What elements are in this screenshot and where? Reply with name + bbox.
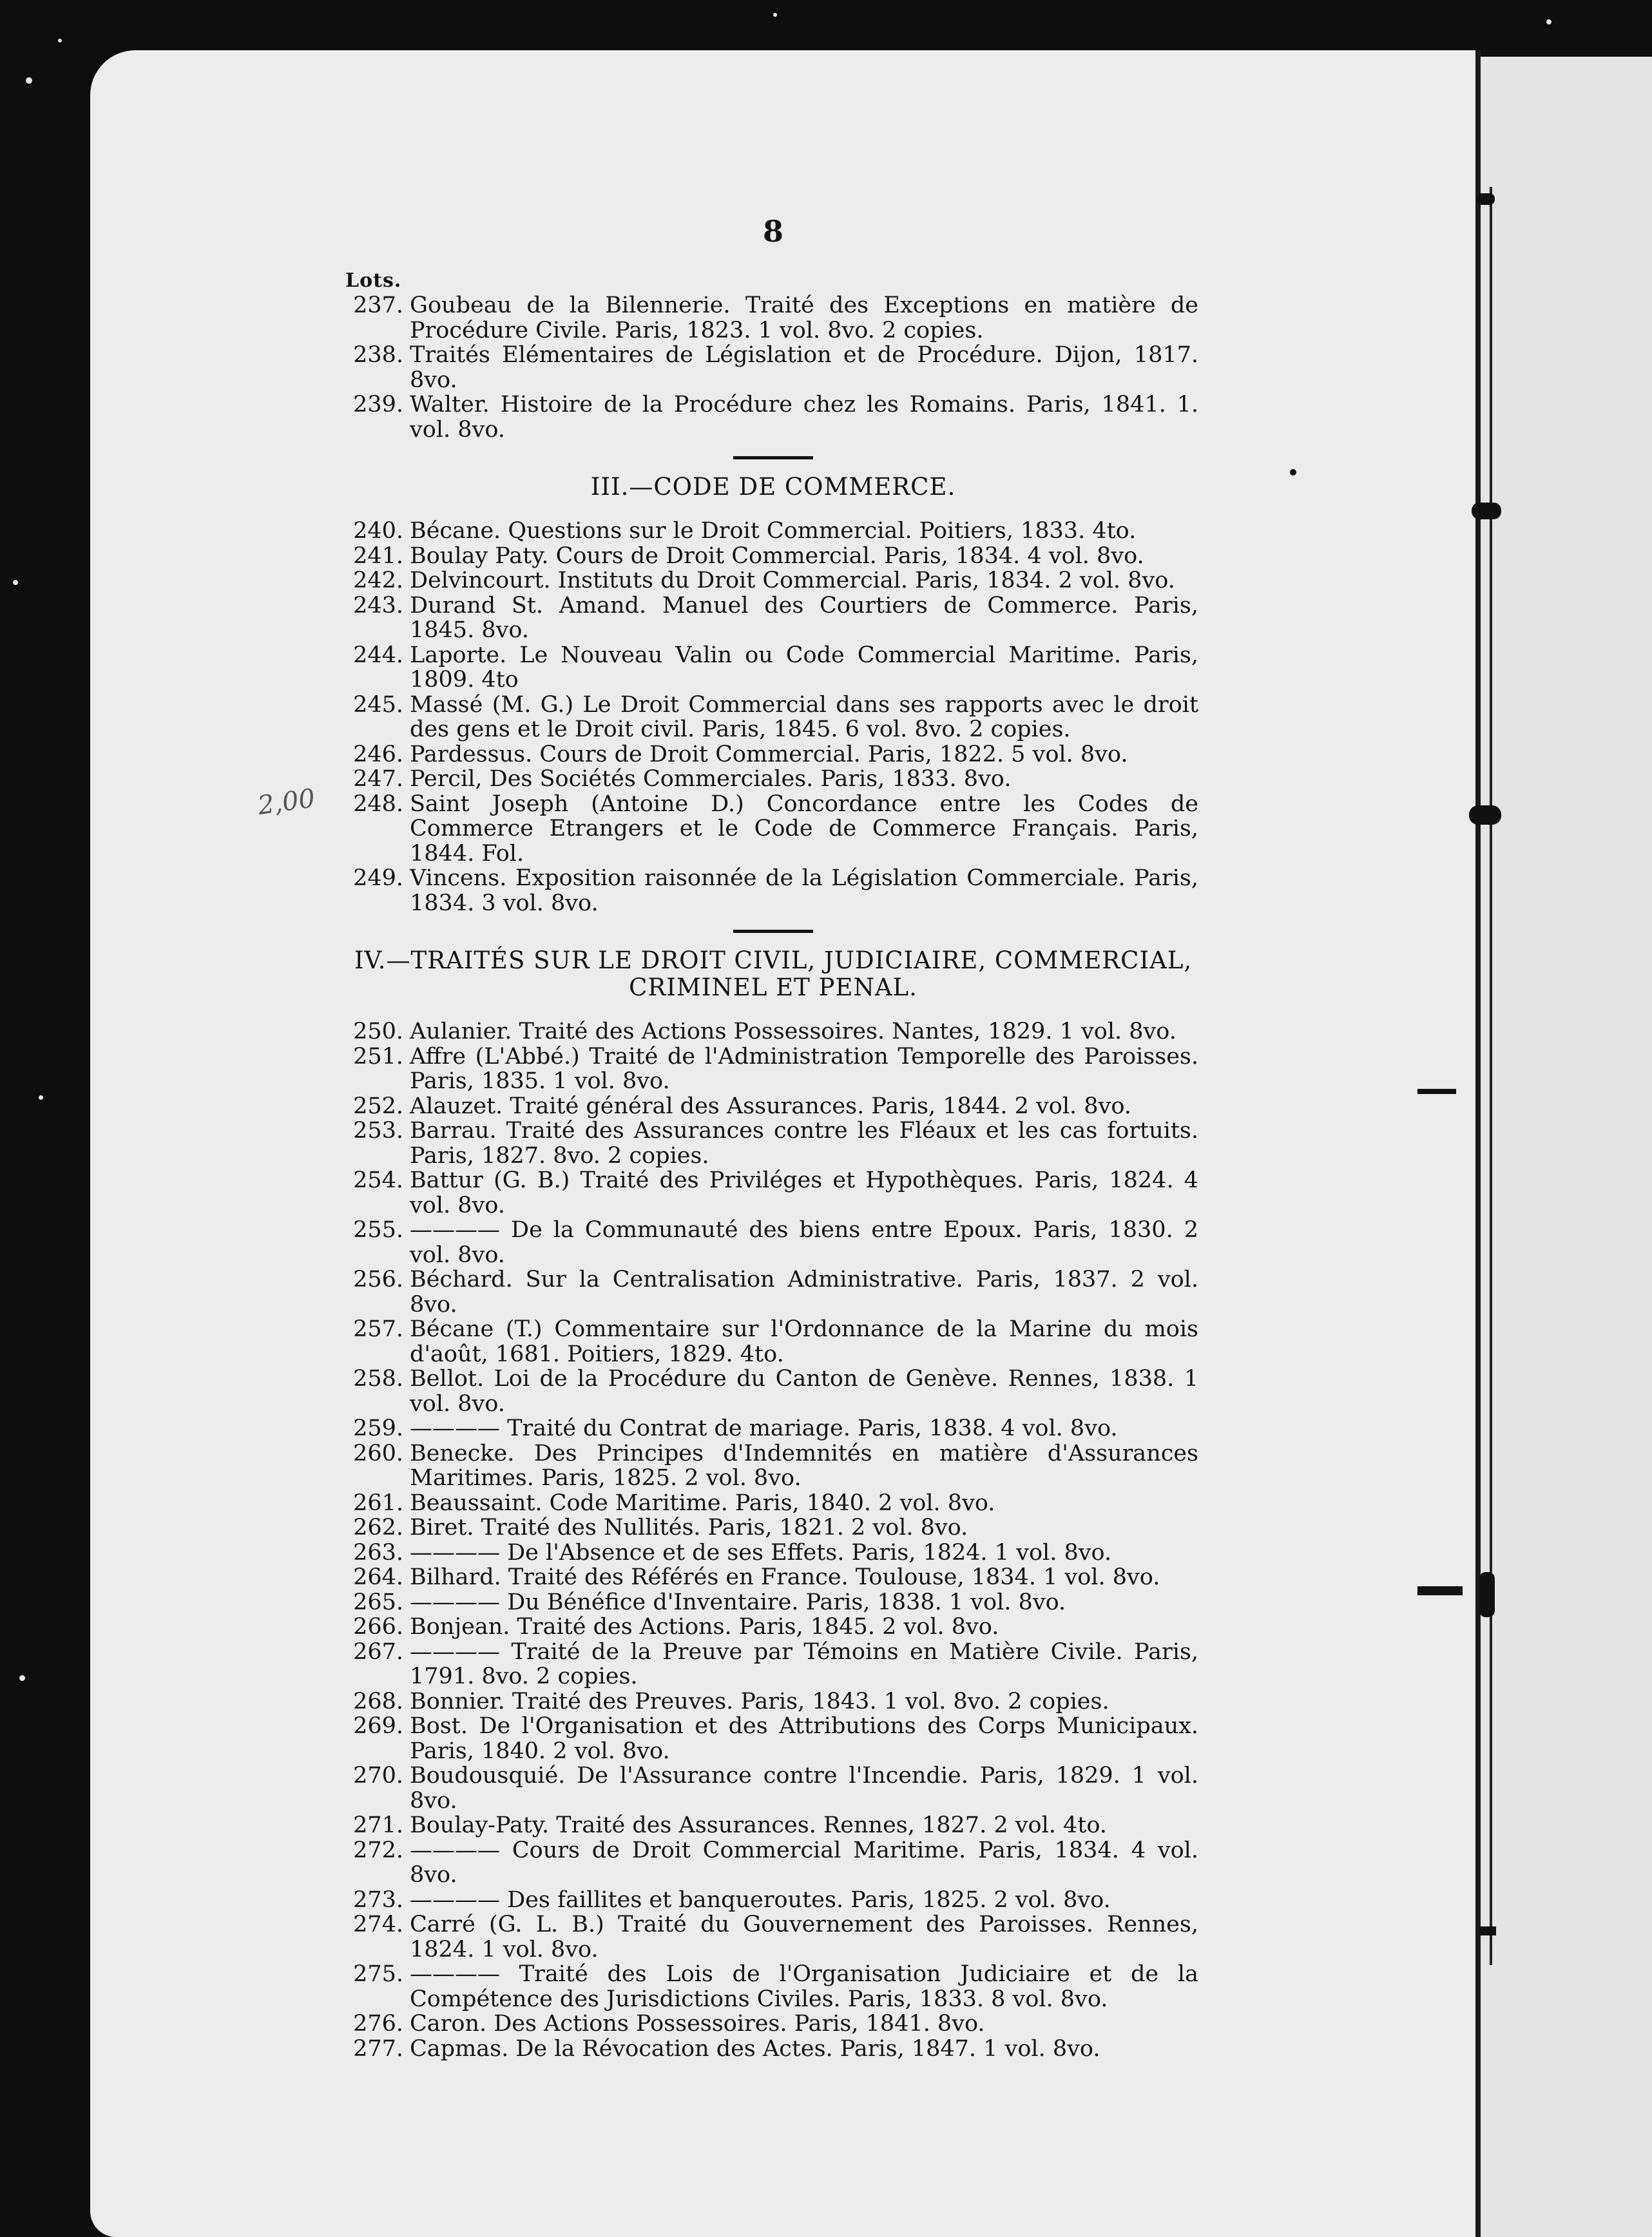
lot-number: 277. (353, 2035, 403, 2062)
lot-description: Beaussaint. Code Maritime. Paris, 1840. 2 vol. 8vo. (410, 1490, 995, 1516)
lot-description: ———— Cours de Droit Commercial Maritime. Paris, 1834. 4 vol. 8vo. (410, 1837, 1198, 1888)
lot-entry (348, 1416, 1198, 1441)
binding-mark (1417, 1089, 1456, 1094)
lot-entry (348, 1763, 1198, 1813)
lot-number: 275. (353, 1961, 403, 1987)
lot-entry (348, 1565, 1198, 1590)
lot-entry (348, 568, 1198, 593)
lot-description: Bilhard. Traité des Référés en France. Toulouse, 1834. 1 vol. 8vo. (410, 1564, 1160, 1590)
lot-entry (348, 1094, 1198, 1119)
lot-number: 238. (353, 342, 403, 368)
lot-entry (348, 1168, 1198, 1218)
lot-entry (348, 2011, 1198, 2037)
lot-entry (348, 1640, 1198, 1689)
handwritten-margin-note: 2,00 (256, 783, 317, 821)
lot-description: Goubeau de la Bilennerie. Traité des Exceptions en matière de Procédure Civile. Paris, 1823. 1 vol. 8vo. 2 copies. (410, 293, 1198, 343)
scan-speck (13, 580, 18, 585)
lot-description: Benecke. Des Principes d'Indemnités en matière d'Assurances Maritimes. Paris, 1825. 2 vol. 8vo. (410, 1440, 1198, 1491)
lot-entry (348, 767, 1198, 792)
lot-entry (348, 866, 1198, 916)
section-divider (733, 456, 813, 459)
scan-speck (26, 77, 32, 84)
section-heading-traites (348, 947, 1198, 1001)
lot-description: ———— Traité des Lois de l'Organisation Judiciaire et de la Compétence des Jurisdictions Civiles. Paris, 1833. 8 vol. 8vo. (410, 1961, 1198, 2012)
scan-speck (39, 1095, 43, 1100)
lot-number: 246. (353, 741, 403, 767)
lot-number: 265. (353, 1589, 403, 1615)
section-heading-line: CRIMINEL ET PENAL. (629, 974, 917, 1001)
binding-mark (1479, 1926, 1496, 1935)
binding-mark (1479, 1572, 1495, 1617)
lot-description: Saint Joseph (Antoine D.) Concordance entre les Codes de Commerce Etrangers et le Code de Commerce Français. Paris, 1844. Fol. (410, 791, 1198, 867)
lot-number: 256. (353, 1267, 403, 1292)
lot-entry (348, 1813, 1198, 1838)
lot-number: 255. (353, 1217, 403, 1243)
lot-entry (348, 2037, 1198, 2062)
lot-description: Capmas. De la Révocation des Actes. Paris, 1847. 1 vol. 8vo. (410, 2035, 1100, 2062)
lot-number: 271. (353, 1812, 403, 1838)
lot-entry (348, 1838, 1198, 1888)
lot-number: 245. (353, 691, 403, 718)
lot-entry (348, 1590, 1198, 1615)
lot-number: 243. (353, 592, 403, 619)
lot-description: Biret. Traité des Nullités. Paris, 1821. 2 vol. 8vo. (410, 1515, 968, 1541)
lot-number: 251. (353, 1043, 403, 1070)
lot-entry (348, 1367, 1198, 1416)
lot-number: 241. (353, 542, 403, 569)
scan-speck (773, 13, 777, 17)
lot-entry (348, 519, 1198, 544)
lot-number: 247. (353, 766, 403, 792)
lot-number: 252. (353, 1093, 403, 1119)
lot-description: ———— Du Bénéfice d'Inventaire. Paris, 1838. 1 vol. 8vo. (410, 1589, 1066, 1615)
lots-label: Lots. (345, 269, 402, 292)
lot-description: ———— De l'Absence et de ses Effets. Paris, 1824. 1 vol. 8vo. (410, 1539, 1112, 1566)
page-number: 8 (762, 214, 783, 249)
section-heading-line: IV.—TRAITÉS SUR LE DROIT CIVIL, JUDICIAIRE, COMMERCIAL, (354, 946, 1193, 974)
lot-entry (348, 1118, 1198, 1168)
lot-entry (348, 1218, 1198, 1267)
binding-mark (1417, 1586, 1463, 1595)
lot-description: Bécane. Questions sur le Droit Commercial. Poitiers, 1833. 4to. (410, 518, 1137, 544)
lot-entry (348, 1689, 1198, 1714)
lot-entry (348, 1491, 1198, 1516)
lot-description: Aulanier. Traité des Actions Possessoires. Nantes, 1829. 1 vol. 8vo. (410, 1019, 1177, 1044)
lot-number: 272. (353, 1837, 403, 1863)
page-gutter (1475, 50, 1481, 2237)
lot-description: Durand St. Amand. Manuel des Courtiers de Commerce. Paris, 1845. 8vo. (410, 592, 1198, 643)
lot-description: Boulay-Paty. Traité des Assurances. Rennes, 1827. 2 vol. 4to. (410, 1812, 1107, 1838)
lot-entry (348, 544, 1198, 569)
lot-number: 253. (353, 1118, 403, 1144)
lot-number: 254. (353, 1167, 403, 1193)
lot-number: 259. (353, 1416, 403, 1441)
lot-number: 258. (353, 1366, 403, 1392)
lot-entry (348, 1044, 1198, 1094)
lot-description: Walter. Histoire de la Procédure chez les Romains. Paris, 1841. 1. vol. 8vo. (410, 392, 1198, 443)
lot-description: Caron. Des Actions Possessoires. Paris, 1841. 8vo. (410, 2011, 985, 2037)
lot-entry (348, 1714, 1198, 1763)
binding-line (1490, 187, 1492, 1965)
ink-dot (1290, 469, 1296, 475)
lot-number: 249. (353, 865, 403, 891)
lot-list-procedure (348, 293, 1198, 442)
lot-entry (348, 643, 1198, 693)
lot-number: 261. (353, 1490, 403, 1516)
lot-description: Bellot. Loi de la Procédure du Canton de Genève. Rennes, 1838. 1 vol. 8vo. (410, 1366, 1198, 1417)
scan-speck (58, 39, 62, 43)
lot-number: 266. (353, 1614, 403, 1640)
lot-entry (348, 693, 1198, 742)
lot-number: 270. (353, 1763, 403, 1789)
lot-number: 274. (353, 1912, 403, 1937)
lot-entry (348, 1019, 1198, 1044)
lot-description: Carré (G. L. B.) Traité du Gouvernement des Paroisses. Rennes, 1824. 1 vol. 8vo. (410, 1912, 1198, 1963)
lot-description: Boulay Paty. Cours de Droit Commercial. Paris, 1834. 4 vol. 8vo. (410, 542, 1144, 569)
lot-description: Barrau. Traité des Assurances contre les Fléaux et les cas fortuits. Paris, 1827. 8vo. 2 copies. (410, 1118, 1198, 1169)
lot-description: Alauzet. Traité général des Assurances. Paris, 1844. 2 vol. 8vo. (410, 1093, 1131, 1119)
lot-description: Percil, Des Sociétés Commerciales. Paris, 1833. 8vo. (410, 766, 1012, 792)
lot-list-traites (348, 1019, 1198, 2061)
lot-description: Vincens. Exposition raisonnée de la Législation Commerciale. Paris, 1834. 3 vol. 8vo. (410, 865, 1198, 916)
lot-description: ———— De la Communauté des biens entre Epoux. Paris, 1830. 2 vol. 8vo. (410, 1217, 1198, 1268)
section-divider (733, 930, 813, 933)
lot-number: 268. (353, 1688, 403, 1714)
lot-number: 276. (353, 2011, 403, 2037)
lot-number: 239. (353, 392, 403, 418)
lot-description: Bécane (T.) Commentaire sur l'Ordonnance de la Marine du mois d'août, 1681. Poitiers, 1829. 4to. (410, 1316, 1198, 1367)
lot-description: Boudousquié. De l'Assurance contre l'Incendie. Paris, 1829. 1 vol. 8vo. (410, 1763, 1198, 1814)
lot-list-commerce (348, 519, 1198, 916)
section-heading-code-de-commerce: III.—CODE DE COMMERCE. (590, 473, 956, 501)
lot-entry (348, 1441, 1198, 1491)
lot-description: Bost. De l'Organisation et des Attributions des Corps Municipaux. Paris, 1840. 2 vol. 8vo. (410, 1713, 1198, 1764)
binding-mark (1477, 193, 1495, 205)
lot-entry (348, 792, 1198, 867)
lot-number: 269. (353, 1713, 403, 1739)
lot-number: 267. (353, 1638, 403, 1665)
lot-number: 273. (353, 1887, 403, 1913)
scan-speck (19, 1675, 25, 1681)
lot-description: Pardessus. Cours de Droit Commercial. Paris, 1822. 5 vol. 8vo. (410, 741, 1128, 767)
lot-number: 237. (353, 293, 403, 318)
lot-entry (348, 343, 1198, 392)
lot-description: Bonnier. Traité des Preuves. Paris, 1843. 1 vol. 8vo. 2 copies. (410, 1688, 1109, 1714)
lot-entry (348, 593, 1198, 643)
lot-description: Laporte. Le Nouveau Valin ou Code Commercial Maritime. Paris, 1809. 4to (410, 642, 1198, 693)
lot-description: Bonjean. Traité des Actions. Paris, 1845. 2 vol. 8vo. (410, 1614, 999, 1640)
binding-mark (1472, 503, 1501, 519)
lot-description: Béchard. Sur la Centralisation Administrative. Paris, 1837. 2 vol. 8vo. (410, 1267, 1198, 1318)
lot-description: Affre (L'Abbé.) Traité de l'Administration Temporelle des Paroisses. Paris, 1835. 1 vol. 8vo. (410, 1043, 1198, 1094)
lot-entry (348, 1317, 1198, 1367)
lot-number: 262. (353, 1515, 403, 1541)
lot-entry (348, 1515, 1198, 1541)
lot-entry (348, 1267, 1198, 1317)
lot-description: ———— Traité de la Preuve par Témoins en Matière Civile. Paris, 1791. 8vo. 2 copies. (410, 1638, 1198, 1689)
lot-description: Battur (G. B.) Traité des Priviléges et Hypothèques. Paris, 1824. 4 vol. 8vo. (410, 1167, 1198, 1218)
lot-entry (348, 1615, 1198, 1640)
lot-description: Delvincourt. Instituts du Droit Commercial. Paris, 1834. 2 vol. 8vo. (410, 568, 1175, 593)
binding-mark (1469, 805, 1501, 825)
lot-entry (348, 1541, 1198, 1566)
lot-description: Massé (M. G.) Le Droit Commercial dans ses rapports avec le droit des gens et le Droit civil. Paris, 1845. 6 vol. 8vo. 2 copies. (410, 691, 1198, 742)
lot-entry (348, 1888, 1198, 1913)
lot-entry (348, 742, 1198, 767)
right-page-edge (1479, 57, 1652, 2237)
lot-number: 264. (353, 1564, 403, 1590)
lot-entry (348, 1912, 1198, 1962)
lot-description: Traités Elémentaires de Législation et de Procédure. Dijon, 1817. 8vo. (410, 342, 1198, 393)
lot-number: 248. (353, 791, 403, 817)
lot-entry (348, 293, 1198, 343)
lot-entry (348, 1962, 1198, 2011)
lot-description: ———— Des faillites et banqueroutes. Paris, 1825. 2 vol. 8vo. (410, 1887, 1111, 1913)
lot-number: 260. (353, 1440, 403, 1466)
lot-description: ———— Traité du Contrat de mariage. Paris, 1838. 4 vol. 8vo. (410, 1416, 1118, 1441)
lot-entry (348, 392, 1198, 442)
lot-number: 240. (353, 518, 403, 544)
lot-number: 250. (353, 1019, 403, 1044)
lot-number: 263. (353, 1539, 403, 1566)
scan-speck (1546, 19, 1551, 24)
lot-number: 244. (353, 642, 403, 668)
lot-number: 257. (353, 1316, 403, 1342)
lot-number: 242. (353, 568, 403, 593)
catalogue-page (345, 214, 1198, 2062)
